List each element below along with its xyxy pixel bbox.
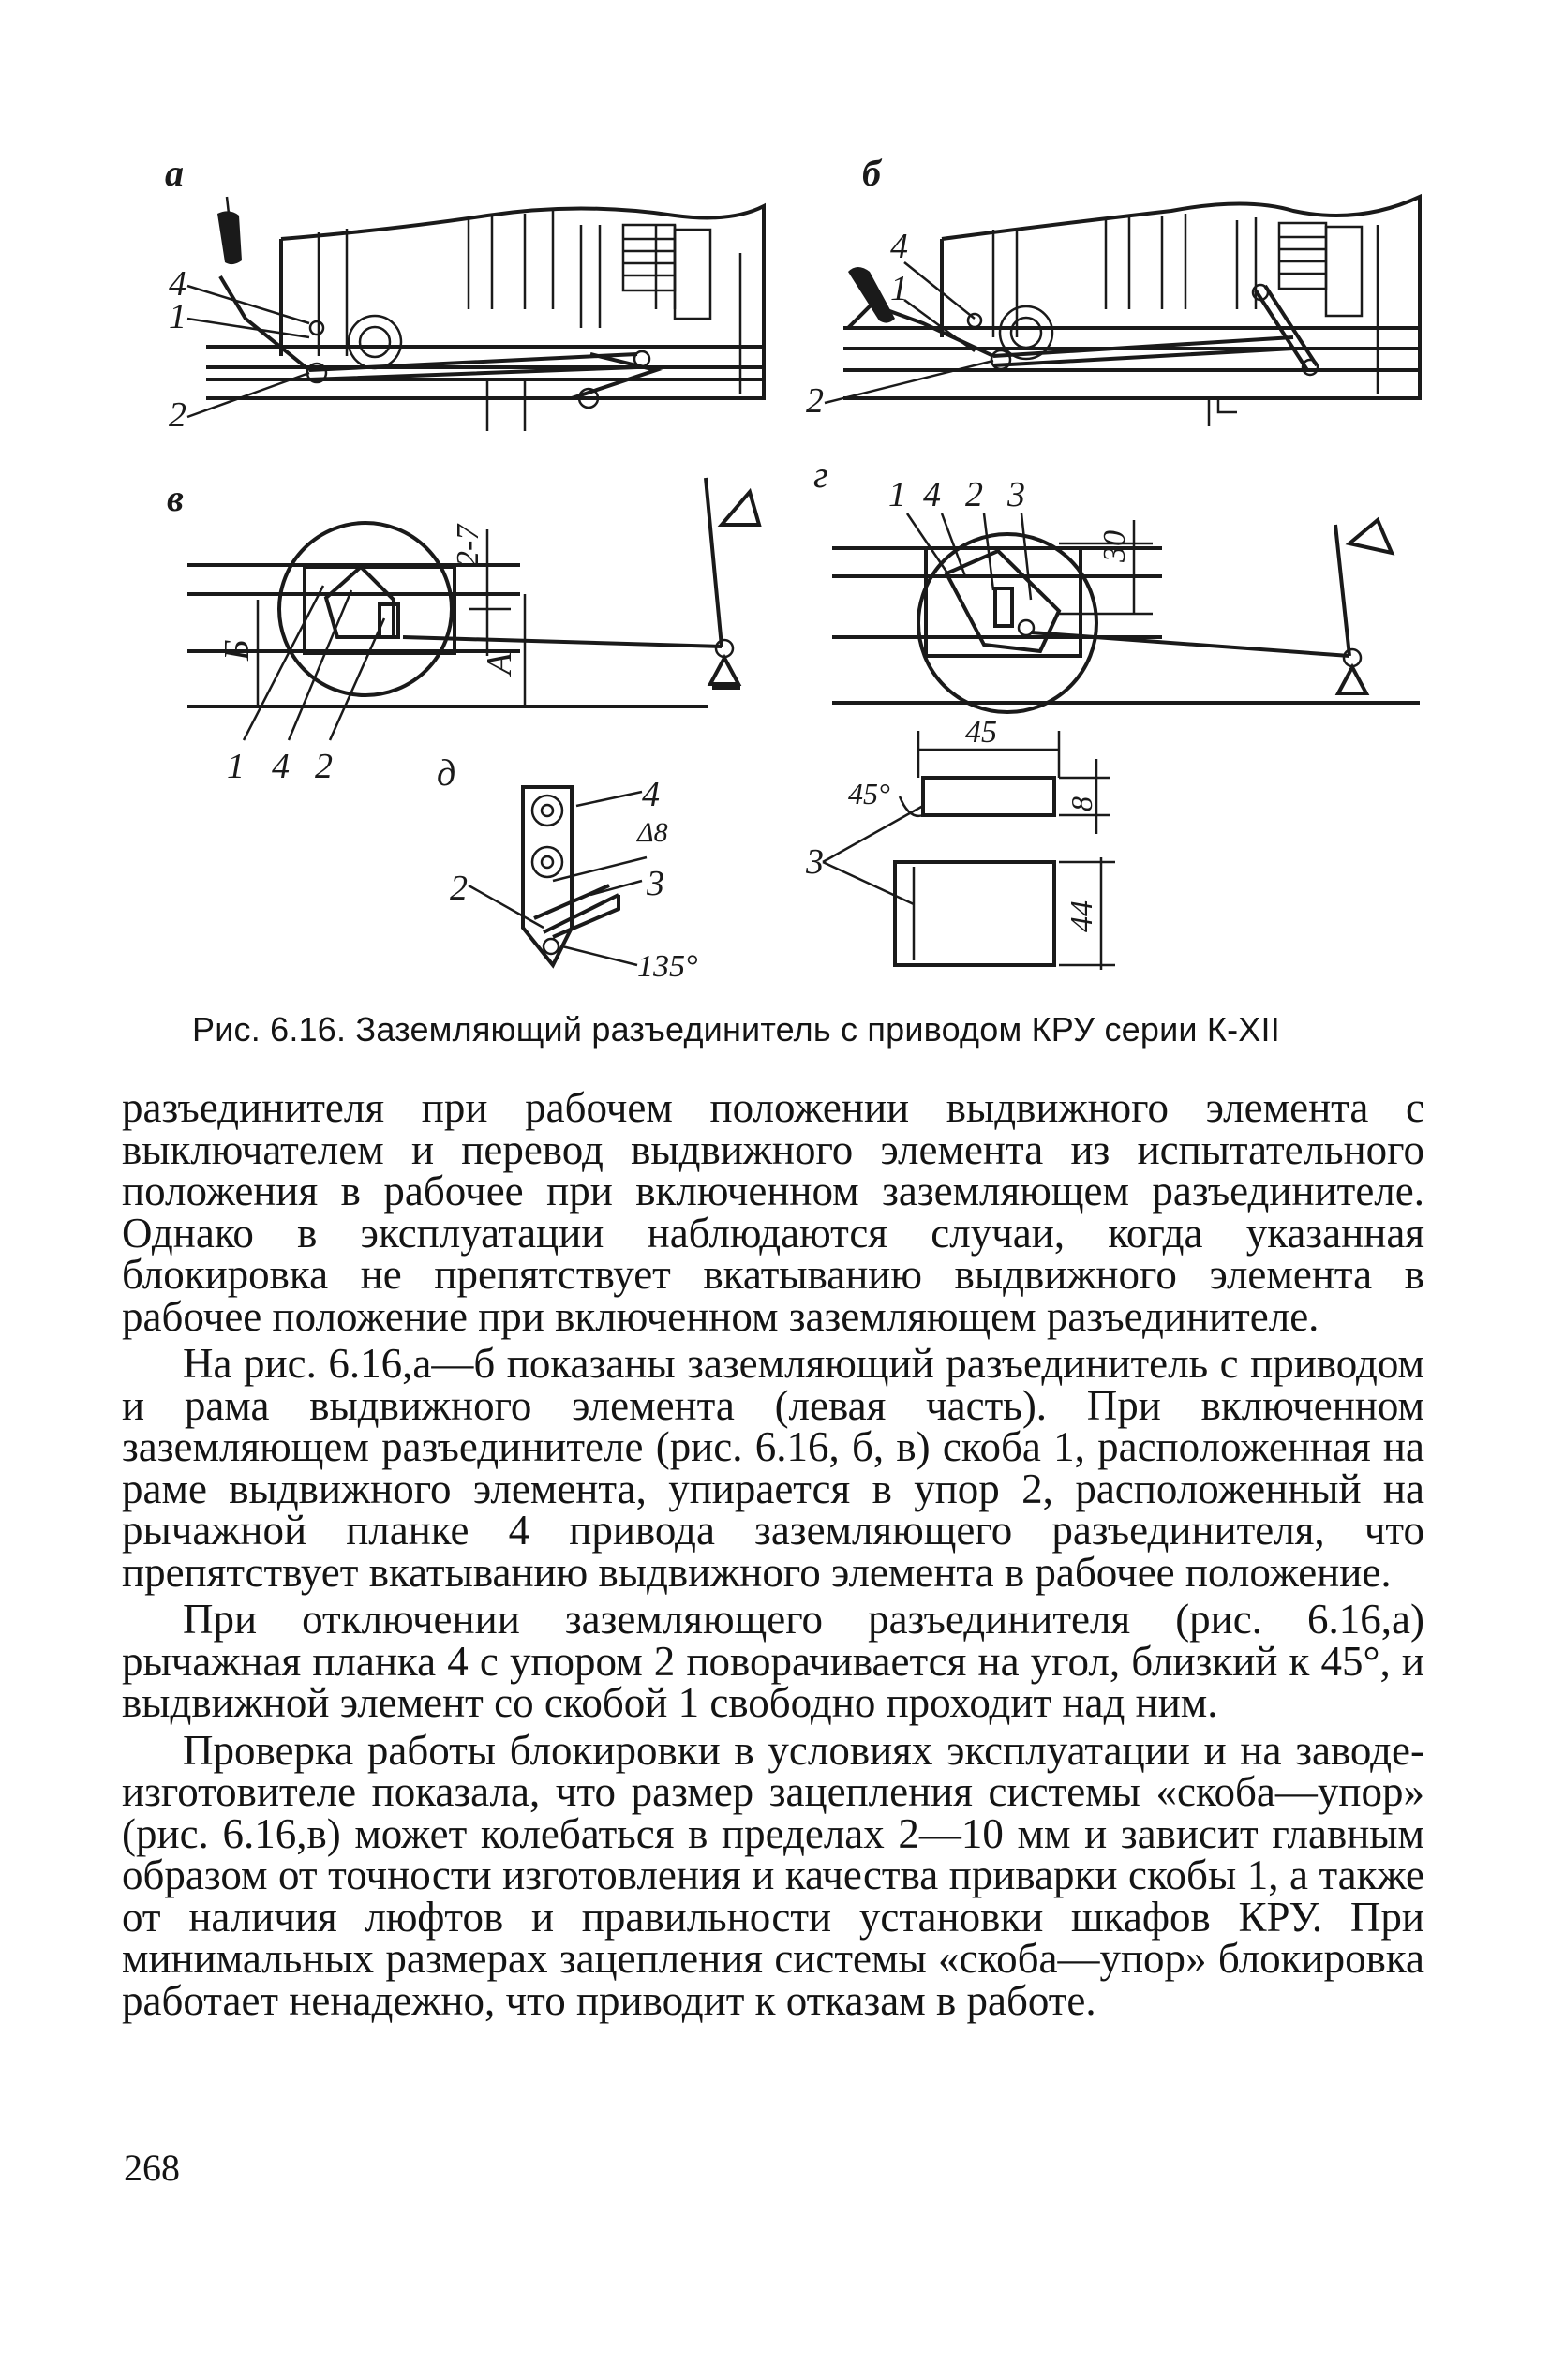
callout-v-1: 1 <box>227 747 245 786</box>
callout-d-4: 4 <box>642 775 660 814</box>
panel-v <box>167 477 759 786</box>
callout-a-2: 2 <box>169 395 186 435</box>
dim-e-45: 45 <box>965 715 997 750</box>
dim-e-8: 8 <box>1065 796 1098 811</box>
callout-v-4: 4 <box>272 747 290 786</box>
callout-g-1: 1 <box>888 475 906 514</box>
figure-6-16 <box>0 0 1550 1003</box>
paragraph-2: На рис. 6.16,а—б показаны заземляющий разъединитель с приводом и рама выдвижного элемента (левая часть). При включенном заземляющем разъединителе (рис. 6.16, б, в) скоба 1, расположенная на раме выдвижного элемента, упирается в упор 2, расположенный на рычажной планке 4 привода заземляющего разъединителя, что препятствует вкатыванию выдвижного элемента в рабочее положение. <box>122 1340 1424 1596</box>
callout-b-4: 4 <box>890 227 908 266</box>
dim-g-30: 30 <box>1097 530 1132 562</box>
dim-d-135: 135° <box>637 949 698 984</box>
panel-a <box>165 152 764 435</box>
dim-v-A: А <box>480 652 519 675</box>
panel-d <box>437 751 698 984</box>
body-text <box>122 1084 1424 2027</box>
callout-b-1: 1 <box>890 269 908 308</box>
panel-label-g: г <box>813 454 828 496</box>
panel-g <box>813 454 1420 712</box>
callout-a-4: 4 <box>169 264 186 304</box>
callout-e-3: 3 <box>806 842 824 882</box>
page-number: 268 <box>124 2147 180 2189</box>
callout-a-1: 1 <box>169 297 186 336</box>
dim-e-44: 44 <box>1065 900 1099 932</box>
callout-d-3: 3 <box>647 864 664 903</box>
callout-b-2: 2 <box>806 381 824 421</box>
panel-label-b: б <box>862 152 881 194</box>
panel-e <box>805 715 1115 970</box>
figure-caption: Рис. 6.16. Заземляющий разъединитель с приводом КРУ серии К-XII <box>192 1010 1280 1049</box>
dim-e-45deg: 45° <box>848 777 890 811</box>
callout-g-4: 4 <box>923 475 941 514</box>
dim-d-delta8: Δ8 <box>637 817 668 848</box>
dim-v-2-7: 2-7 <box>451 524 485 567</box>
panel-label-d: д <box>437 751 456 794</box>
callout-d-2: 2 <box>450 869 468 908</box>
paragraph-3: При отключении заземляющего разъединителя (рис. 6.16,а) рычажная планка 4 с упором 2 поворачивается на угол, близкий к 45°, и выдвижной элемент со скобой 1 свободно проходит над ним. <box>122 1596 1424 1726</box>
dim-v-B: Б <box>217 639 257 661</box>
paragraph-1: разъединителя при рабочем положении выдвижного элемента с выключателем и перевод выдвижного элемента из испытательного положения в рабочее при включенном заземляющем разъединителе. Однако в эксплуатации наблюдаются случаи, когда указанная блокировка не препятствует вкатыванию выдвижного элемента в рабочее положение при включенном заземляющем разъединителе. <box>122 1084 1424 1340</box>
panel-label-a: а <box>165 152 184 194</box>
panel-b <box>806 152 1420 426</box>
panel-label-v: в <box>167 477 184 519</box>
callout-g-3: 3 <box>1007 475 1025 514</box>
paragraph-4: Проверка работы блокировки в условиях эксплуатации и на заводе-изготовителе показала, что размер зацепления системы «скоба—упор» (рис. 6.16,в) может колебаться в пределах 2—10 мм и зависит главным образом от точности изготовления и качества приварки скобы 1, а также от наличия люфтов и правильности установки шкафов КРУ. При минимальных размерах зацепления системы «скоба—упор» блокировка работает ненадежно, что приводит к отказам в работе. <box>122 1726 1424 2024</box>
callout-v-2: 2 <box>315 747 333 786</box>
callout-g-2: 2 <box>965 475 983 514</box>
